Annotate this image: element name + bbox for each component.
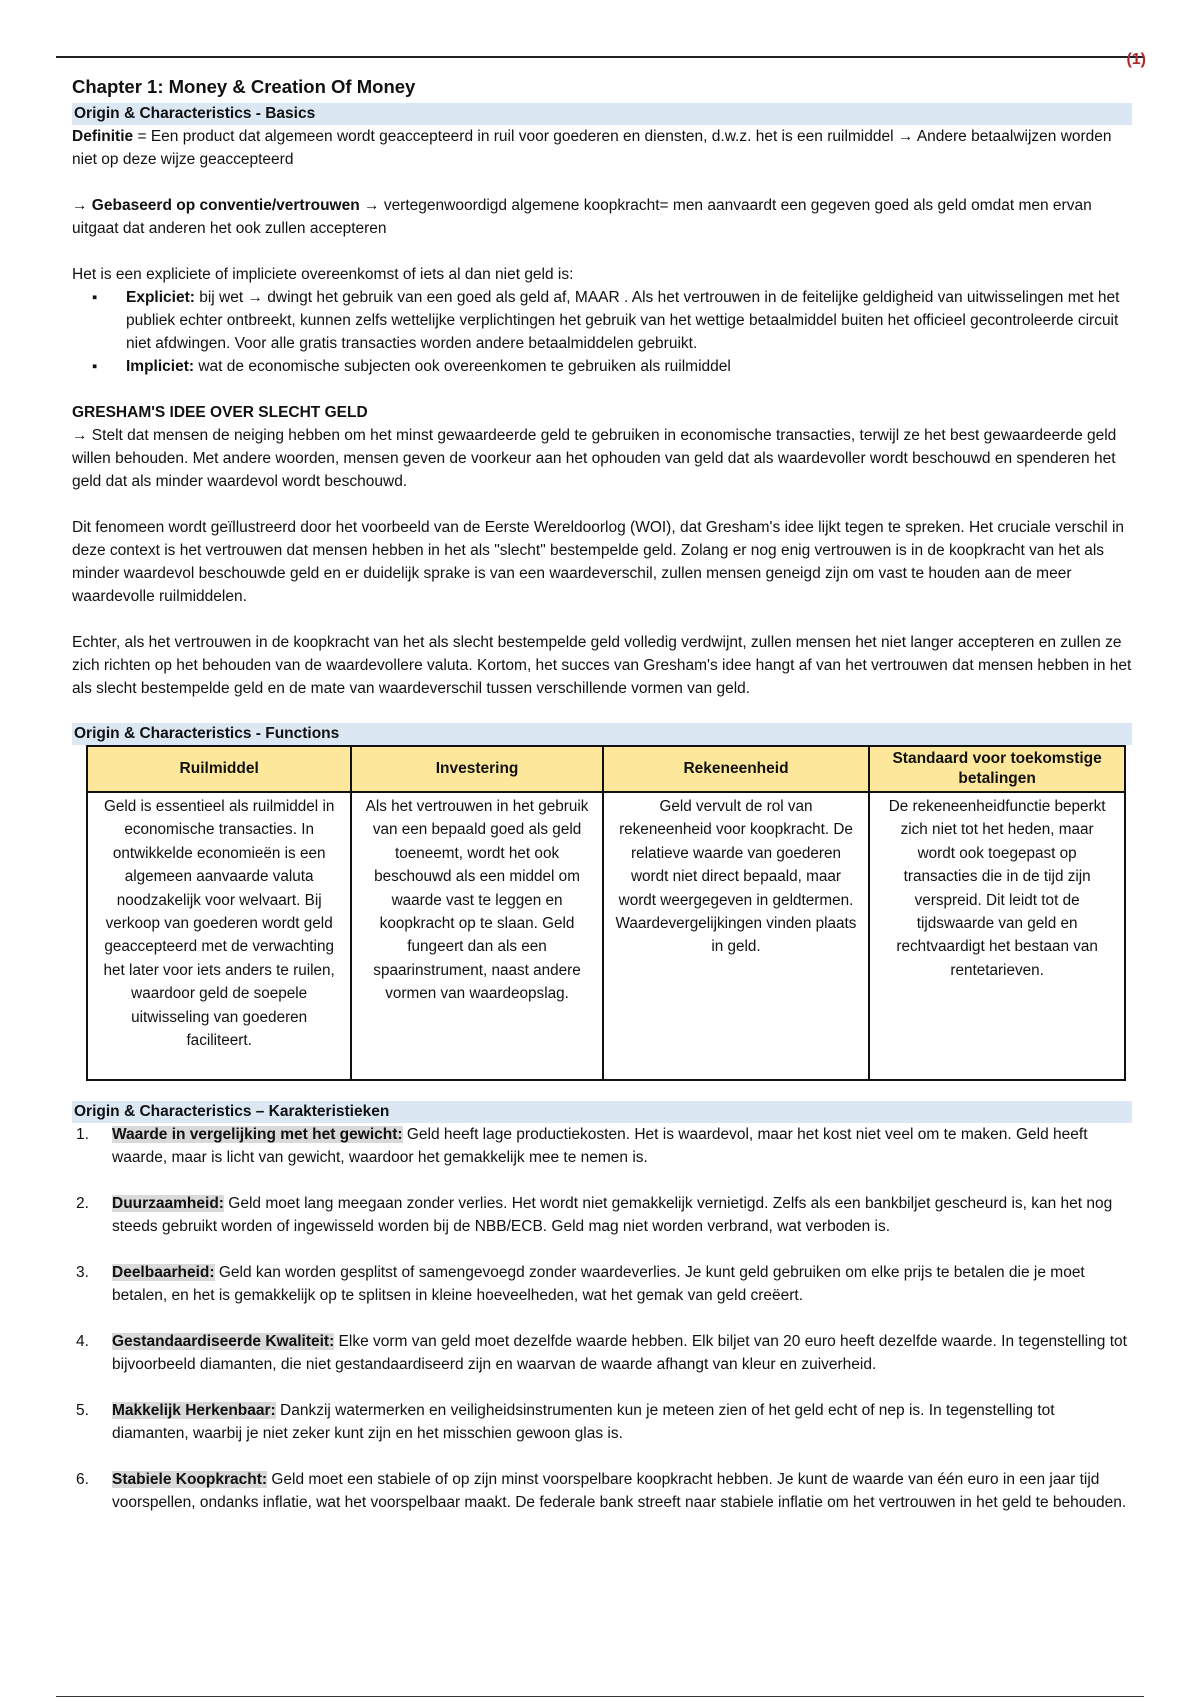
cell-rekeneenheid: Geld vervult de rol van rekeneenheid voor koopkracht. De relatieve waarde van goederen wordt niet direct bepaald, maar wordt weergegeven in geldtermen. Waardevergelijkingen vinden plaats in geld. (603, 792, 870, 1080)
gresham-paragraph-3: Echter, als het vertrouwen in de koopkracht van het als slecht bestempelde geld volledig verdwijnt, zullen mensen het niet langer accepteren en zullen ze zich richten op het behouden van de waardevollere valuta. Kortom, het succes van Gresham's idee hangt af van het vertrouwen dat mensen hebben in het als slecht bestempelde geld en de mate van waardeverschil tussen verschillende vormen van geld. (72, 634, 1132, 697)
characteristics-list (72, 1123, 1132, 1514)
column-header-standaard: Standaard voor toekomstige betalingen (869, 746, 1125, 792)
convention-paragraph (72, 194, 1132, 240)
list-item (126, 286, 1132, 355)
cell-investering: Als het vertrouwen in het gebruik van een bepaald goed als geld toeneemt, wordt het ook beschouwd als een middel om waarde vast te leggen en koopkracht op te slaan. Geld fungeert dan als een spaarinstrument, naast andere vormen van waardeopslag. (351, 792, 602, 1080)
gresham-paragraph-1: → Stelt dat mensen de neiging hebben om het minst gewaardeerde geld te gebruiken in economische transacties, terwijl ze het best gewaardeerde geld willen behouden. Met andere woorden, mensen geven de voorkeur aan het ophouden van geld dat als waardevoller wordt beschouwd en spenderen het geld dat als minder waardevol wordt beschouwd. (72, 427, 1117, 490)
item-number: 4. (76, 1333, 89, 1350)
column-header-rekeneenheid: Rekeneenheid (603, 746, 870, 792)
cell-ruilmiddel: Geld is essentieel als ruilmiddel in economische transacties. In ontwikkelde economieën is een algemeen aanvaarde valuta noodzakelijk voor welvaart. Bij verkoop van goederen wordt geld geaccepteerd met de verwachting het later voor iets anders te ruilen, waardoor geld de soepele uitwisseling van goederen faciliteert. (87, 792, 351, 1080)
item-number: 3. (76, 1264, 89, 1281)
section-heading-functions: Origin & Characteristics - Functions (72, 723, 1132, 745)
list-item (72, 1123, 1132, 1169)
agreement-list (72, 286, 1132, 378)
column-header-investering: Investering (351, 746, 602, 792)
table-row (87, 792, 1125, 1080)
item-number: 1. (76, 1126, 89, 1143)
bullet-text: wat de economische subjecten ook overeenkomen te gebruiken als ruilmiddel (194, 358, 731, 375)
document-body (72, 74, 1132, 1537)
item-term: Duurzaamheid: (112, 1195, 224, 1212)
item-number: 5. (76, 1402, 89, 1419)
list-item (72, 1468, 1132, 1514)
item-number: 2. (76, 1195, 89, 1212)
item-term: Stabiele Koopkracht: (112, 1471, 268, 1488)
cell-standaard: De rekeneenheidfunctie beperkt zich niet tot het heden, maar wordt ook toegepast op transacties die in de tijd zijn verspreid. Dit leidt tot de tijdswaarde van geld en rechtvaardigt het bestaan van rentetarieven. (869, 792, 1125, 1080)
list-item (126, 355, 1132, 378)
bullet-term: Impliciet: (126, 358, 195, 375)
item-text: Geld moet een stabiele of op zijn minst voorspelbare koopkracht hebben. Je kunt de waarde van één euro in een jaar tijd voorspellen, ondanks inflatie, wat het voorspelbaar maakt. De federale bank streeft naar stabiele inflatie om het vertrouwen in het geld te behouden. (112, 1471, 1127, 1511)
definition-text: = Een product dat algemeen wordt geaccepteerd in ruil voor goederen en diensten, d.w.z. het is een ruilmiddel → Andere betaalwijzen worden niet op deze wijze geaccepteerd (72, 128, 1112, 168)
item-number: 6. (76, 1471, 89, 1488)
bullet-term: Expliciet: (126, 289, 195, 306)
item-term: Gestandaardiseerde Kwaliteit: (112, 1333, 335, 1350)
item-text: Elke vorm van geld moet dezelfde waarde hebben. Elk biljet van 20 euro heeft dezelfde waarde. In tegenstelling tot bijvoorbeeld diamanten, die niet gestandaardiseerd zijn en waarvan de waarde afhangt van kleur en zuiverheid. (112, 1333, 1127, 1373)
convention-lead: → Gebaseerd op conventie/vertrouwen (72, 197, 360, 214)
definition-term: Definitie (72, 128, 134, 145)
definition-paragraph (72, 125, 1132, 171)
chapter-title: Chapter 1: Money & Creation Of Money (72, 76, 416, 97)
page-number: (1) (1126, 51, 1146, 68)
section-heading-characteristics: Origin & Characteristics – Karakteristieken (72, 1101, 1132, 1123)
agreement-intro: Het is een expliciete of impliciete overeenkomst of iets al dan niet geld is: (72, 266, 574, 283)
gresham-heading: GRESHAM'S IDEE OVER SLECHT GELD (72, 404, 368, 421)
table-header-row (87, 746, 1125, 792)
item-term: Makkelijk Herkenbaar: (112, 1402, 276, 1419)
item-term: Deelbaarheid: (112, 1264, 215, 1281)
functions-table (86, 745, 1126, 1081)
item-term: Waarde in vergelijking met het gewicht: (112, 1126, 403, 1143)
item-text: Geld kan worden gesplitst of samengevoegd zonder waardeverlies. Je kunt geld gebruiken om elke prijs te betalen die je moet betalen, en het is gemakkelijk op te splitsen in kleine hoeveelheden, wat het gemak van geld creëert. (112, 1264, 1085, 1304)
convention-text: → vertegenwoordigd algemene koopkracht= men aanvaardt een gegeven goed als geld omdat men ervan uitgaat dat anderen het ook zullen accepteren (72, 197, 1092, 237)
list-item (72, 1330, 1132, 1376)
item-text: Dankzij watermerken en veiligheidsinstrumenten kun je meteen zien of het geld echt of nep is. In tegenstelling tot diamanten, waarbij je niet zeker kunt zijn en het misschien gewoon glas is. (112, 1402, 1055, 1442)
item-text: Geld heeft lage productiekosten. Het is waardevol, maar het kost niet veel om te maken. Geld heeft waarde, maar is licht van gewicht, waardoor het gemakkelijk mee te nemen is. (112, 1126, 1088, 1166)
bullet-text: bij wet → dwingt het gebruik van een goed als geld af, MAAR . Als het vertrouwen in de feitelijke geldigheid van uitwisselingen met het publiek echter ontbreekt, kunnen zelfs wettelijke verplichtingen het gebruik van het wettige betaalmiddel buiten het officieel gecontroleerde circuit niet afdwingen. Voor alle gratis transacties worden andere betaalmiddelen gebruikt. (126, 289, 1120, 352)
gresham-paragraph-2: Dit fenomeen wordt geïllustreerd door het voorbeeld van de Eerste Wereldoorlog (WOI), dat Gresham's idee lijkt tegen te spreken. Het cruciale verschil in deze context is het vertrouwen dat mensen hebben in het als "slecht" bestempelde geld. Zolang er nog enig vertrouwen is in de koopkracht van het als minder waardevol beschouwde geld en er duidelijk sprake is van een waardeverschil, zullen mensen geneigd zijn om vast te houden aan de meer waardevolle ruilmiddelen. (72, 519, 1125, 605)
top-rule (56, 56, 1144, 58)
column-header-ruilmiddel: Ruilmiddel (87, 746, 351, 792)
list-item (72, 1261, 1132, 1307)
list-item (72, 1192, 1132, 1238)
list-item (72, 1399, 1132, 1445)
item-text: Geld moet lang meegaan zonder verlies. Het wordt niet gemakkelijk vernietigd. Zelfs als een bankbiljet gescheurd is, kan het nog steeds gebruikt worden of ingewisseld worden bij de NBB/ECB. Geld mag niet worden verbrand, wat verboden is. (112, 1195, 1113, 1235)
bottom-rule (56, 1696, 1144, 1697)
section-heading-basics: Origin & Characteristics - Basics (72, 103, 1132, 125)
